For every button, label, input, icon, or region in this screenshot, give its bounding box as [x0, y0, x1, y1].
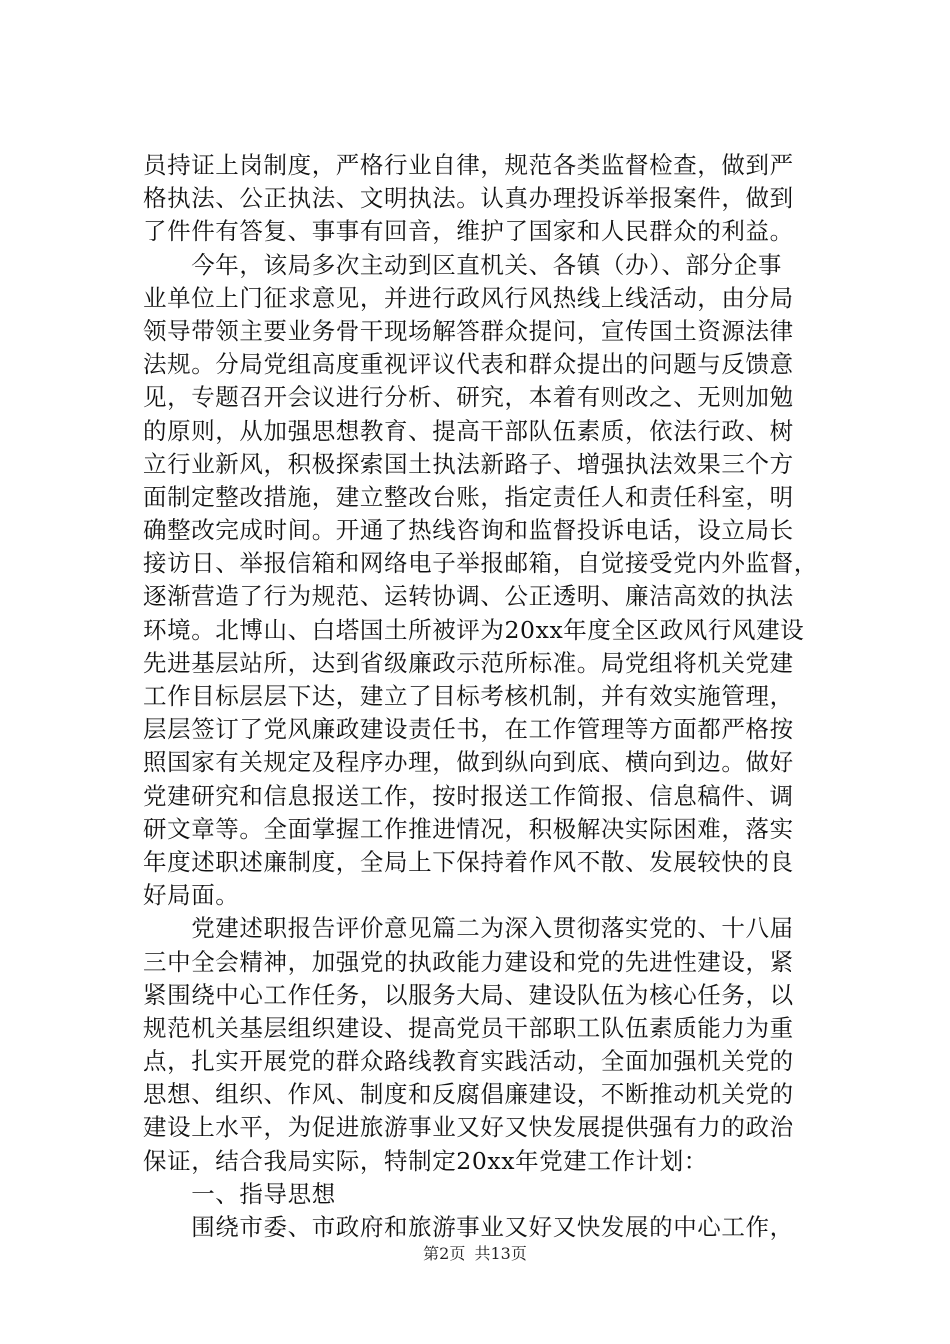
text-line: 点，扎实开展党的群众路线教育实践活动，全面加强机关党的	[143, 1047, 794, 1076]
text-line: 党建述职报告评价意见篇二为深入贯彻落实党的、十八届	[143, 914, 794, 943]
text-line: 工作目标层层下达，建立了目标考核机制，并有效实施管理，	[143, 682, 794, 710]
text-line: 见，专题召开会议进行分析、研究，本着有则改之、无则加勉	[143, 383, 794, 412]
text-line: 业单位上门征求意见，并进行政风行风热线上线活动，由分局	[143, 283, 794, 312]
text-line: 保证，结合我局实际，特制定20xx年党建工作计划：	[143, 1146, 708, 1175]
document-body	[143, 149, 843, 1244]
text-line: 党建研究和信息报送工作，按时报送工作简报、信息稿件、调	[143, 781, 794, 810]
text-line: 确整改完成时间。开通了热线咨询和监督投诉电话，设立局长	[143, 516, 794, 545]
text-line: 接访日、举报信箱和网络电子举报邮箱，自觉接受党内外监督，	[143, 549, 818, 578]
text-line: 了件件有答复、事事有回音，维护了国家和人民群众的利益。	[143, 217, 794, 246]
text-line: 三中全会精神，加强党的执政能力建设和党的先进性建设，紧	[143, 947, 794, 976]
text-line: 领导带领主要业务骨干现场解答群众提问，宣传国土资源法律	[143, 316, 794, 345]
page-total: 共13页	[474, 1244, 527, 1263]
text-line: 环境。北博山、白塔国土所被评为20xx年度全区政风行风建设	[143, 615, 805, 644]
text-line: 今年，该局多次主动到区直机关、各镇（办）、部分企事	[143, 250, 782, 279]
text-line: 逐渐营造了行为规范、运转协调、公正透明、廉洁高效的执法	[143, 582, 794, 611]
text-line: 面制定整改措施，建立整改台账，指定责任人和责任科室，明	[143, 482, 794, 511]
text-line: 员持证上岗制度，严格行业自律，规范各类监督检查，做到严	[143, 151, 794, 179]
page-footer	[0, 1241, 950, 1264]
text-line: 建设上水平，为促进旅游事业又好又快发展提供强有力的政治	[143, 1113, 794, 1142]
section-heading: 一、指导思想	[143, 1179, 336, 1208]
text-line: 年度述职述廉制度，全局上下保持着作风不散、发展较快的良	[143, 847, 794, 876]
text-line: 好局面。	[143, 881, 240, 910]
text-line: 的原则，从加强思想教育、提高干部队伍素质，依法行政、树	[143, 416, 794, 445]
text-line: 紧围绕中心工作任务，以服务大局、建设队伍为核心任务，以	[143, 980, 794, 1009]
text-line: 法规。分局党组高度重视评议代表和群众提出的问题与反馈意	[143, 350, 794, 379]
text-line: 先进基层站所，达到省级廉政示范所标准。局党组将机关党建	[143, 648, 794, 677]
text-line: 围绕市委、市政府和旅游事业又好又快发展的中心工作，	[143, 1213, 794, 1241]
page-number: 第2页	[423, 1244, 466, 1263]
text-line: 立行业新风，积极探索国土执法新路子、增强执法效果三个方	[143, 449, 794, 478]
text-line: 照国家有关规定及程序办理，做到纵向到底、横向到边。做好	[143, 748, 794, 777]
text-line: 思想、组织、作风、制度和反腐倡廉建设，不断推动机关党的	[143, 1080, 794, 1109]
text-line: 层层签订了党风廉政建设责任书，在工作管理等方面都严格按	[143, 715, 794, 744]
text-line: 格执法、公正执法、文明执法。认真办理投诉举报案件，做到	[143, 184, 794, 213]
text-line: 研文章等。全面掌握工作推进情况，积极解决实际困难，落实	[143, 814, 794, 843]
text-line: 规范机关基层组织建设、提高党员干部职工队伍素质能力为重	[143, 1013, 794, 1042]
